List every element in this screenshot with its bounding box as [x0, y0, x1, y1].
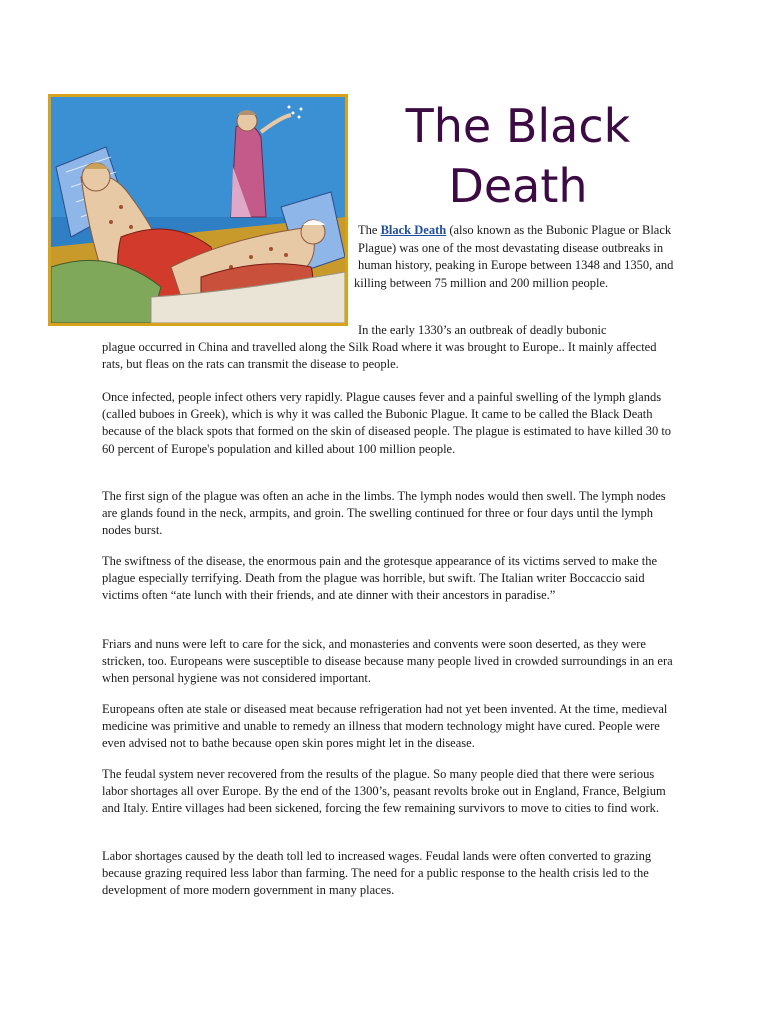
paragraph-1-rest: plague occurred in China and travelled along the Silk Road where it was brought to Europe.. It mainly affected rats, but fleas on the rats can transmit the disease to people.: [102, 340, 657, 372]
page-title: The Black Death: [405, 99, 631, 213]
paragraph-1: [102, 322, 676, 374]
intro-pre-link: The: [358, 223, 381, 237]
paragraph-8: Labor shortages caused by the death toll led to increased wages. Feudal lands were often converted to grazing because grazing required less labor than farming. The need for a public response to the health crisis led to the development of more modern government in many places.: [102, 849, 652, 898]
black-death-link[interactable]: Black Death: [380, 223, 447, 237]
medieval-plague-illustration-icon: [48, 94, 348, 326]
paragraph-4: The swiftness of the disease, the enormous pain and the grotesque appearance of its victims served to make the plague especially terrifying. Death from the plague was horrible, but swift. The Italian writer Boccaccio said victims often “ate lunch with their friends, and ate dinner with their ancestors in paradise.”: [102, 554, 658, 603]
intro-paragraph: [354, 222, 678, 292]
paragraph-1-first-line: In the early 1330’s an outbreak of deadly bubonic: [358, 323, 607, 337]
paragraph-7: The feudal system never recovered from the results of the plague. So many people died that there were serious labor shortages all over Europe. By the end of the 1300’s, peasant revolts broke out in England, France, Belgium and Italy. Entire villages had been sickened, forcing the few remaining survivors to move to cities to find work.: [102, 767, 666, 816]
illustration-art: [51, 97, 345, 323]
intro-line-2: killing between 75 million and 200 million people.: [354, 275, 609, 290]
paragraph-2: Once infected, people infect others very rapidly. Plague causes fever and a painful swelling of the lymph glands (called buboes in Greek), which is why it was called the Bubonic Plague. It came to be called the Black Death because of the black spots that formed on the skin of diseased people. The plague is estimated to have killed 30 to 60 percent of Europe's population and killed about 100 million people.: [102, 390, 672, 456]
intro-post-link: (also known as the Bubonic Plague or Black Plague) was one of the most devastating disease outbreaks in human history, peaking in Europe between 1348 and 1350, and: [358, 223, 674, 272]
paragraph-5: Friars and nuns were left to care for the sick, and monasteries and convents were soon deserted, as they were stricken, too. Europeans were susceptible to disease because many people lived in crowded surroundings in an era when personal hygiene was not considered important.: [102, 637, 673, 686]
paragraph-6: Europeans often ate stale or diseased meat because refrigeration had not yet been invented. At the time, medieval medicine was primitive and unable to remedy an illness that modern technology might have cured. People were even advised not to bathe because open skin pores might let in the disease.: [102, 702, 668, 751]
paragraph-3: The first sign of the plague was often an ache in the limbs. The lymph nodes would then swell. The lymph nodes are glands found in the neck, armpits, and groin. The swelling continued for three or four days until the lymph nodes burst.: [102, 489, 666, 538]
